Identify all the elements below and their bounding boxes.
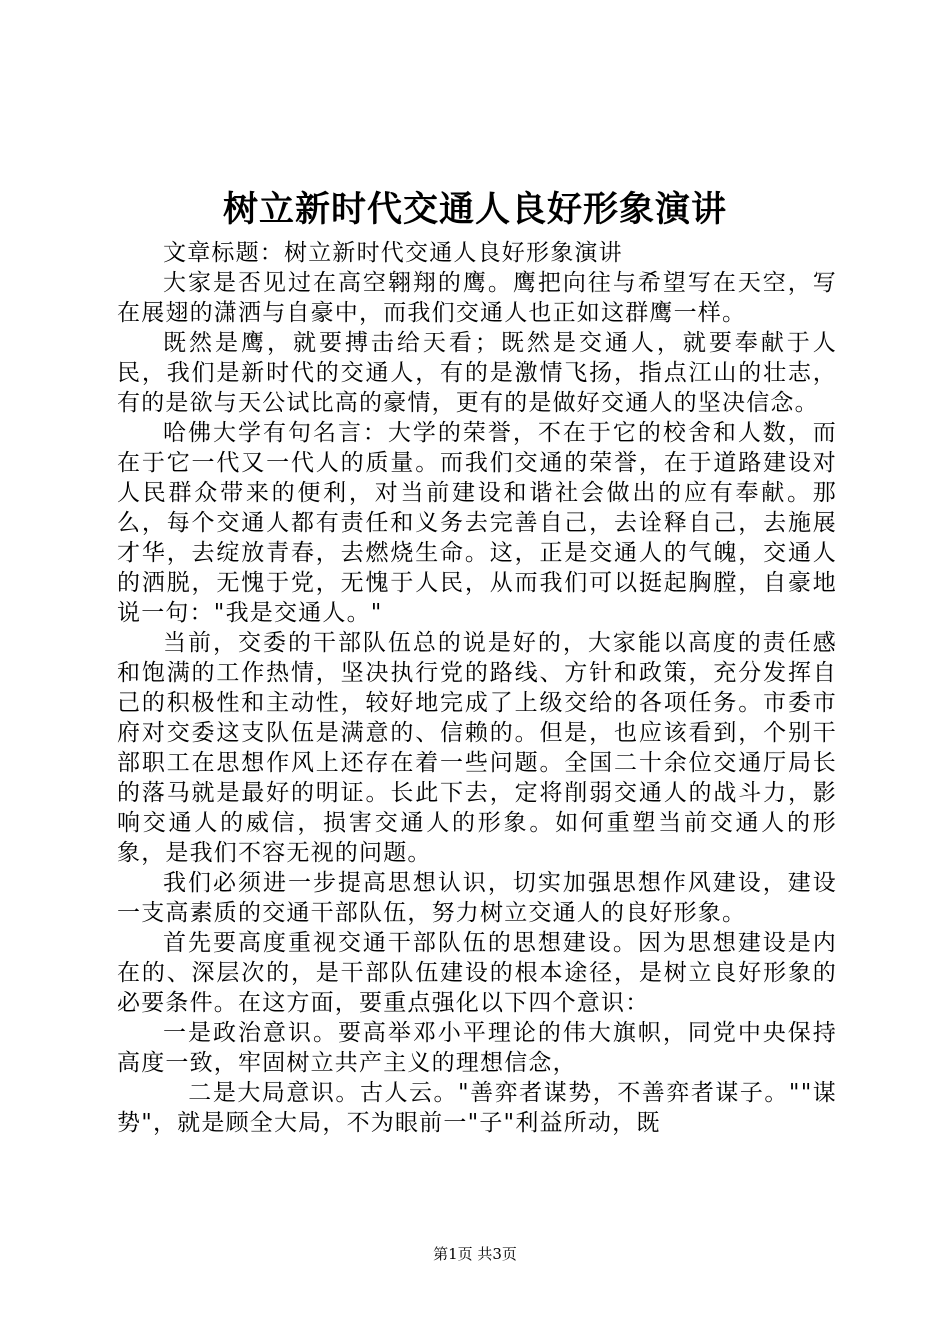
paragraph: 既然是鹰，就要搏击给天看；既然是交通人，就要奉献于人民，我们是新时代的交通人，有的是激情飞扬，指点江山的壮志，有的是欲与天公试比高的豪情，更有的是做好交通人的坚决信念。 xyxy=(117,330,837,416)
paragraph: 二是大局意识。古人云。"善弈者谋势，不善弈者谋子。""谋势"，就是顾全大局，不为眼前一"子"利益所动，既 xyxy=(117,1080,837,1136)
page-number-footer: 第1页 共3页 xyxy=(433,1245,517,1263)
paragraph: 当前，交委的干部队伍总的说是好的，大家能以高度的责任感和饱满的工作热情，坚决执行党的路线、方针和政策，充分发挥自己的积极性和主动性，较好地完成了上级交给的各项任务。市委市府对交委这支队伍是满意的、信赖的。但是，也应该看到，个别干部职工在思想作风上还存在着一些问题。全国二十余位交通厅局长的落马就是最好的明证。长此下去，定将削弱交通人的战斗力，影响交通人的威信，损害交通人的形象。如何重塑当前交通人的形象，是我们不容无视的问题。 xyxy=(117,630,837,866)
paragraph: 一是政治意识。要高举邓小平理论的伟大旗帜，同党中央保持高度一致，牢固树立共产主义的理想信念， xyxy=(117,1020,837,1076)
document-title: 树立新时代交通人良好形象演讲 xyxy=(222,189,727,230)
paragraph: 哈佛大学有句名言：大学的荣誉，不在于它的校舍和人数，而在于它一代又一代人的质量。而我们交通的荣誉，在于道路建设对人民群众带来的便利，对当前建设和谐社会做出的应有奉献。那么，每个交通人都有责任和义务去完善自己，去诠释自己，去施展才华，去绽放青春，去燃烧生命。这，正是交通人的气魄，交通人的洒脱，无愧于党，无愧于人民，从而我们可以挺起胸膛，自豪地说一句："我是交通人。" xyxy=(117,420,837,626)
document-body xyxy=(117,238,837,1138)
paragraph: 大家是否见过在高空翱翔的鹰。鹰把向往与希望写在天空，写在展翅的潇洒与自豪中，而我们交通人也正如这群鹰一样。 xyxy=(117,270,837,326)
paragraph-article-title: 文章标题：树立新时代交通人良好形象演讲 xyxy=(163,240,623,266)
paragraph: 我们必须进一步提高思想认识，切实加强思想作风建设，建设一支高素质的交通干部队伍，努力树立交通人的良好形象。 xyxy=(117,870,837,926)
paragraph: 首先要高度重视交通干部队伍的思想建设。因为思想建设是内在的、深层次的，是干部队伍建设的根本途径，是树立良好形象的必要条件。在这方面，要重点强化以下四个意识： xyxy=(117,930,837,1016)
